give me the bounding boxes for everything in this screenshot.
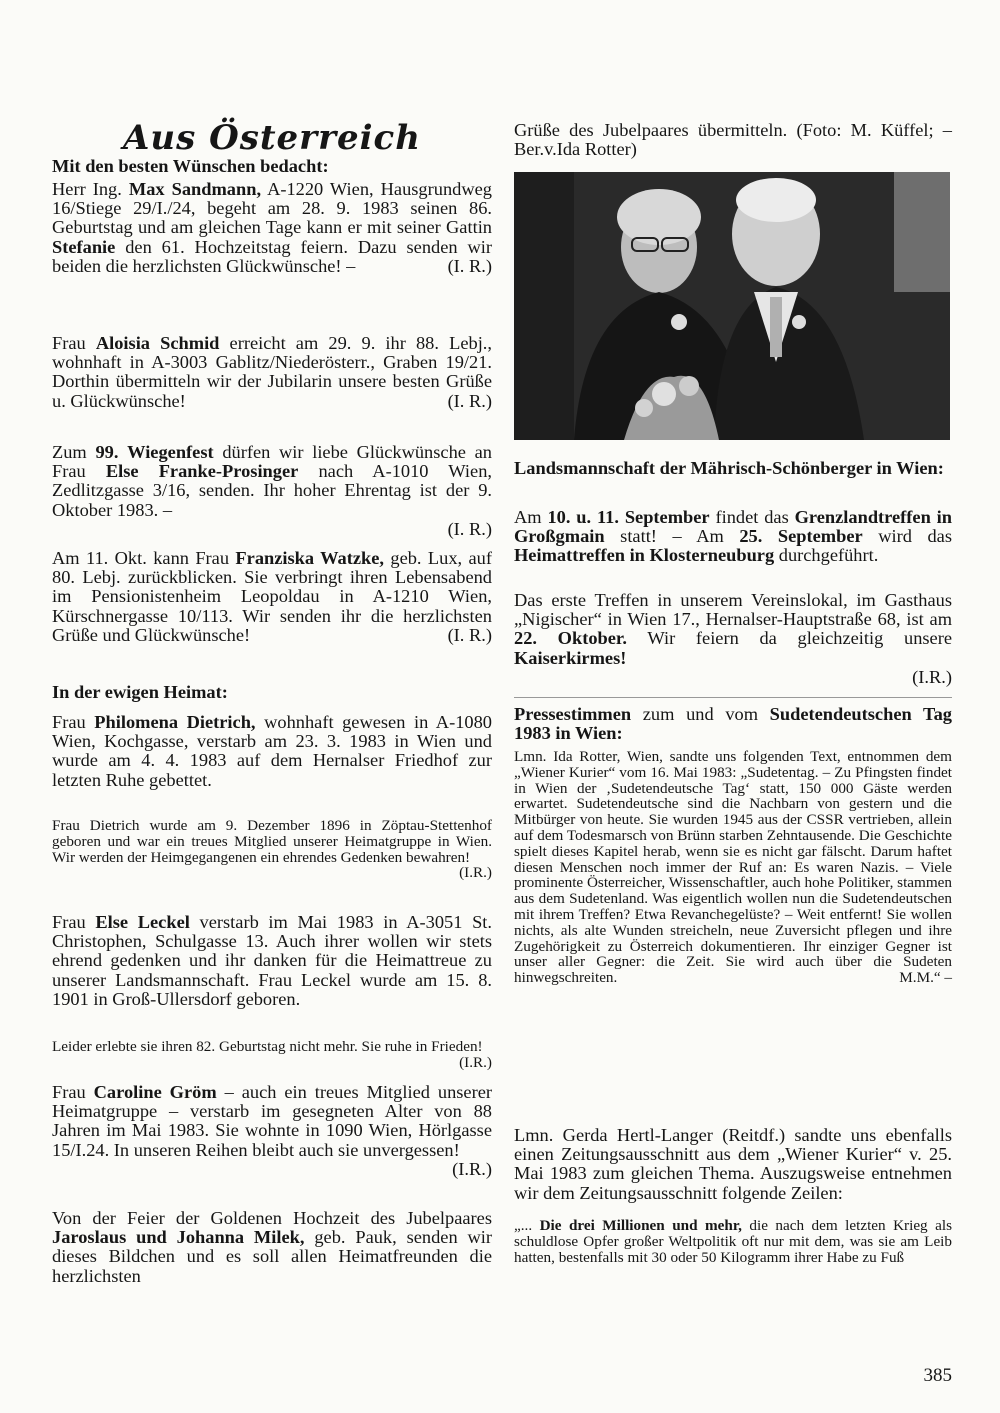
- paragraph-milek: Von der Feier der Goldenen Hochzeit des Jubelpaares Jaroslaus und Johanna Milek, geb. Pauk, senden wir dieses Bildchen und es soll allen Heimatfreunden die herzlichsten: [52, 1208, 492, 1286]
- page-number: 385: [923, 1365, 952, 1386]
- paragraph-dietrich-note: Frau Dietrich wurde am 9. Dezember 1896 in Zöptau-Stettenhof geboren und war ein treues Mitglied unserer Heimatgruppe in Wien. Wir werden der Heimgegangenen ein ehrendes Gedenken bewahren! (I.R.): [52, 817, 492, 882]
- paragraph-sandmann: Herr Ing. Max Sandmann, A-1220 Wien, Hausgrundweg 16/Stiege 29/I./24, begeht am 28. 9. 1983 seinen 86. Geburtstag und am gleichen Tage kann er mit seiner Gattin Stefanie den 61. Hochzeitstag feiern. Dazu senden wir beiden die herzlichsten Glückwünsche! – (I. R.): [52, 179, 492, 276]
- couple-photo-illustration: [514, 172, 950, 440]
- heading-press: Pressestimmen zum und vom Sudetendeutschen Tag 1983 in Wien:: [514, 704, 952, 744]
- section-divider: [514, 697, 952, 698]
- couple-photo: [514, 172, 950, 440]
- paragraph-schmid: Frau Aloisia Schmid erreicht am 29. 9. ihr 88. Lebj., wohnhaft in A-3003 Gablitz/Niederösterr., Graben 19/21. Dorthin übermitteln wir der Jubilarin unsere besten Grüße u. Glückwünsche! (I. R.): [52, 333, 492, 411]
- paragraph-leckel: Frau Else Leckel verstarb im Mai 1983 in A-3051 St. Christophen, Schulgasse 13. Auch ihrer wollen wir stets ehrend gedenken und ihr danken für die Heimattreue zu unserer Landsmannschaft. Frau Leckel wurde am 15. 8. 1901 in Groß-Ullersdorf geboren.: [52, 912, 493, 1009]
- paragraph-landsmannschaft-dates: Am 10. u. 11. September findet das Grenzlandtreffen in Großgmain statt! – Am 25. September wird das Heimattreffen in Klosterneuburg durchgeführt.: [514, 507, 953, 566]
- paragraph-landsmannschaft-meeting: Das erste Treffen in unserem Vereinslokal, im Gasthaus „Nigischer“ in Wien 17., Hernalser-Hauptstraße 68, ist am 22. Oktober. Wir feiern da gleichzeitig unsere Kaiserkirmes! (I.R.): [514, 590, 952, 687]
- paragraph-dietrich: Frau Philomena Dietrich, wohnhaft gewesen in A-1080 Wien, Kochgasse, verstarb am 23. 3. 1983 in Wien und wurde am 4. 4. 1983 auf dem Hernalser Friedhof zur letzten Ruhe gebettet.: [52, 712, 492, 790]
- section-title: Aus Österreich: [123, 118, 421, 158]
- paragraph-watzke: Am 11. Okt. kann Frau Franziska Watzke, geb. Lux, auf 80. Lebj. zurückblicken. Sie verbringt ihren Lebensabend im Pensionistenheim Leopoldau in A-1210 Wien, Kürschnergasse 10/113. Wir senden ihr die herzlichsten Grüße und Glückwünsche! (I. R.): [52, 548, 492, 645]
- heading-best-wishes: Mit den besten Wünschen bedacht:: [52, 156, 329, 176]
- paragraph-franke-prosinger: Zum 99. Wiegenfest dürfen wir liebe Glückwünsche an Frau Else Franke-Prosinger nach A-1010 Wien, Zedlitzgasse 3/16, senden. Ihr hoher Ehrentag ist der 9. Oktober 1983. – (I. R.): [52, 442, 492, 539]
- photo-caption: Grüße des Jubelpaares übermitteln. (Foto: M. Küffel; – Ber.v.Ida Rotter): [514, 120, 952, 160]
- paragraph-press-hertl-langer: Lmn. Gerda Hertl-Langer (Reitdf.) sandte uns ebenfalls einen Zeitungsausschnitt aus dem „Wiener Kurier“ v. 25. Mai 1983 zum gleichen Thema. Auszugsweise entnehmen wir dem Zeitungsausschnitt folgende Zeilen:: [514, 1125, 952, 1203]
- paragraph-groem: Frau Caroline Gröm – auch ein treues Mitglied unserer Heimatgruppe – verstarb im gesegneten Alter von 88 Jahren im Mai 1983. Sie wohnte in 1090 Wien, Hörlgasse 15/I.24. In unseren Reihen bleibt auch sie unvergessen! (I.R.): [52, 1082, 492, 1179]
- heading-eternal-home: In der ewigen Heimat:: [52, 682, 228, 702]
- paragraph-press-quote: „... Die drei Millionen und mehr, die nach dem letzten Krieg als schuldlose Opfer großer Weltpolitik oft nur mit dem, was sie am Leib hatten, bestenfalls mit 30 oder 50 Kilogramm ihrer Habe zu Fuß: [514, 1217, 952, 1266]
- paragraph-press-rotter: Lmn. Ida Rotter, Wien, sandte uns folgenden Text, entnommen dem „Wiener Kurier“ vom 16. Mai 1983: „Sudetentag. – Zu Pfingsten findet in Wien der ‚Sudetendeutsche Tag‘ statt, 150 000 Gäste werden erwartet. Sudetendeutsche sind die Nachbarn von gestern und die Mitbürger von heute. Sie wurden 1945 aus der CSSR vertrieben, allein auf dem Todesmarsch von Brünn starben Zehntausende. Die Geschichte spielt dieses Kapitel herab, wenn sie es nicht gar fälscht. Darum haftet diesen Menschen noch immer der Ruf an: Es waren Nazis. – Viele prominente Österreicher, Wissenschaftler, auch hohe Politiker, stammen aus dem Sudetenland. Was eigentlich wollen nun die Sudetendeutschen mit ihrem Treffen? Etwa Revanchegelüste? – Weit entfernt! Sie wollen nichts, als alte Wunden streicheln, neue Zuversicht pflegen und ihre Zugehörigkeit zu Österreich dokumentieren. Ihr einziger Gegner ist unser aller Gegner: die Zeit. Sie wird auch über die Sudeten hinwegschreiten. M.M.“ –: [514, 748, 953, 987]
- heading-landsmannschaft: Landsmannschaft der Mährisch-Schönberger in Wien:: [514, 458, 944, 478]
- paragraph-leckel-note: Leider erlebte sie ihren 82. Geburtstag nicht mehr. Sie ruhe in Frieden! (I.R.): [52, 1038, 492, 1071]
